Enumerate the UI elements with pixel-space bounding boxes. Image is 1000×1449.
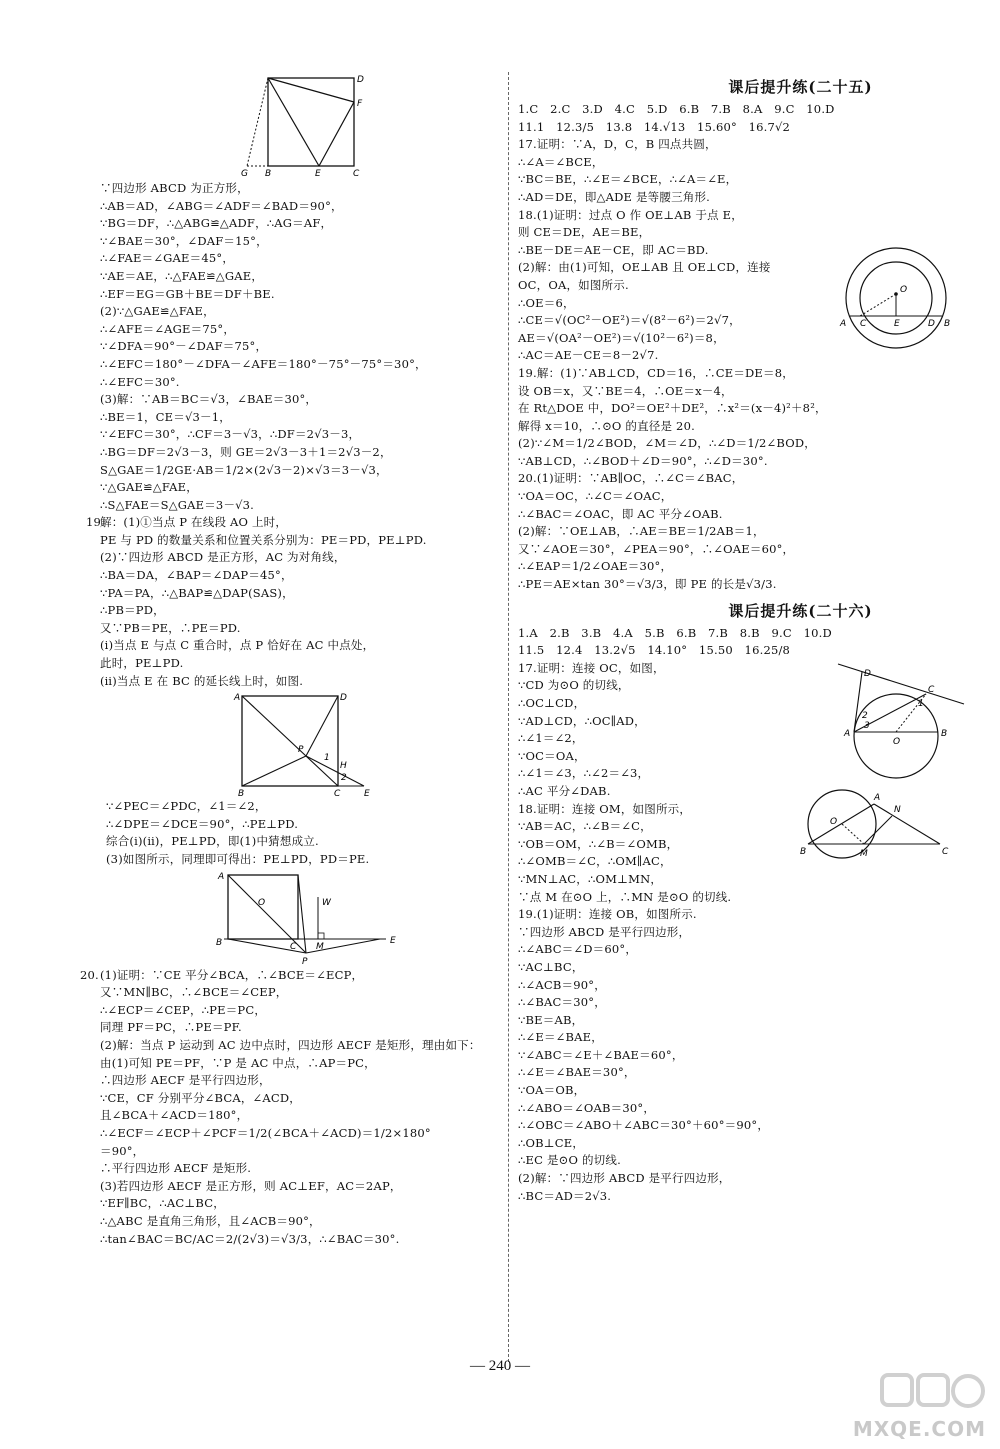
solutions-26-line: (2)解：∵四边形 ABCD 是平行四边形，	[518, 1171, 731, 1186]
solutions-25-line: 则 CE＝DE，AE＝BE，	[518, 225, 651, 240]
fig3-label-a: A	[218, 871, 225, 882]
answers-25-line: 11.1 12.3/5 13.8 14.√13 15.60° 16.7√2	[518, 119, 791, 134]
figure-circle-triangle	[800, 784, 950, 864]
q20-line: ∵EF∥BC，∴AC⊥BC，	[100, 1196, 225, 1211]
q20-line: ∴四边形 AECF 是平行四边形，	[100, 1073, 271, 1088]
fig3-label-e: E	[390, 935, 396, 946]
fig5-label-1: 1	[918, 698, 924, 709]
solutions-26-line: ∴∠BAC＝30°，	[518, 995, 606, 1010]
fig4-label-o: O	[900, 285, 908, 296]
solutions-26-line: ∴∠1＝∠3，∴∠2＝∠3，	[518, 766, 650, 781]
solutions-25-line: ∴PE＝AE×tan 30°＝√3/3，即 PE 的长是√3/3.	[518, 577, 777, 592]
fig1-label-c: C	[353, 169, 360, 179]
solutions-25-line: ∵BC＝BE，∴∠E＝∠BCE，∴∠A＝∠E，	[518, 172, 738, 187]
q20-line: ∵CE，CF 分别平分∠BCA，∠ACD，	[100, 1090, 302, 1105]
right-column	[518, 72, 973, 1205]
q20-line: ∴∠ECF＝∠ECP＋∠PCF＝1/2(∠BCA＋∠ACD)＝1/2×180°	[100, 1125, 431, 1140]
section-heading-26: 课后提升练(二十六)	[728, 601, 873, 620]
q18-line: ∵BG＝DF，∴△ABG≌△ADF，∴AG＝AF，	[100, 216, 333, 231]
solutions-26-line: ∵四边形 ABCD 是平行四边形，	[518, 924, 691, 939]
solutions-26-line: ∵OB＝OM，∴∠B＝∠OMB，	[518, 836, 679, 851]
fig2-label-p: P	[298, 745, 304, 756]
solutions-25-line: (2)解：由(1)可知，OE⊥AB 且 OE⊥CD，连接	[518, 260, 771, 275]
q18-line: (2)∵△GAE≌△FAE，	[100, 304, 215, 319]
fig5-label-2: 2	[862, 710, 868, 721]
q19-line: 又∵PB＝PE，∴PE＝PD.	[100, 620, 241, 635]
q19-cont-line: ∴∠DPE＝∠DCE＝90°，∴PE⊥PD.	[106, 816, 299, 831]
figure-square-aef	[235, 72, 365, 180]
q20-line: 且∠BCA＋∠ACD＝180°，	[100, 1108, 249, 1123]
q20-number: 20.	[80, 967, 99, 982]
q18-line: ∴∠AFE＝∠AGE＝75°，	[100, 321, 236, 336]
solutions-26-line: ∴∠ABC＝∠D＝60°，	[518, 942, 638, 957]
fig6-label-n: N	[894, 804, 901, 815]
fig5-label-c: C	[928, 684, 935, 695]
solution-block-18	[100, 180, 555, 514]
q19-line: (2)∵四边形 ABCD 是正方形，AC 为对角线，	[100, 550, 346, 565]
q19-cont-line: 综合(ⅰ)(ⅱ)，PE⊥PD，即(1)中猜想成立.	[106, 834, 319, 849]
solutions-25-line: OC，OA，如图所示.	[518, 277, 629, 292]
solutions-26-line: ∴∠OBC＝∠ABO＋∠ABC＝30°＋60°＝90°，	[518, 1118, 770, 1133]
solution-block-20	[100, 967, 481, 1249]
q18-line: ∴S△FAE＝S△GAE＝3－√3.	[100, 497, 255, 512]
solutions-25-line: 又∵∠AOE＝30°，∠PEA＝90°，∴∠OAE＝60°，	[518, 541, 795, 556]
solutions-26-line: ∵点 M 在⊙O 上，∴MN 是⊙O 的切线.	[518, 889, 732, 904]
q19-line: ∵PA＝PA，∴△BAP≌△DAP(SAS)，	[100, 585, 294, 600]
fig2-label-h: H	[340, 761, 347, 772]
fig6-label-b: B	[800, 846, 807, 857]
solutions-26-line: 17.证明：连接 OC，如图，	[518, 660, 665, 675]
fig2-label-a: A	[234, 693, 241, 704]
answer-list-25	[518, 101, 973, 136]
fig2-label-e: E	[364, 789, 370, 799]
figure-concentric-circles	[836, 246, 956, 356]
watermark-text: MXQE.COM	[852, 1417, 986, 1441]
q18-line: ∵∠DFA＝90°－∠DAF＝75°，	[100, 339, 268, 354]
q18-line: ∴∠FAE＝∠GAE＝45°，	[100, 251, 235, 266]
solutions-26-line: ∴∠OMB＝∠C，∴OM∥AC，	[518, 854, 672, 869]
q19-line: 此时，PE⊥PD.	[100, 656, 184, 671]
answers-26-line: 11.5 12.4 13.2√5 14.10° 15.50 16.25/8	[518, 643, 791, 658]
solutions-25-line: ∴∠A＝∠BCE，	[518, 154, 604, 169]
solutions-25-line: ∵AB⊥CD，∴∠BOD＋∠D＝90°，∴∠D＝30°.	[518, 453, 768, 468]
figure-circle-tangent	[836, 660, 966, 784]
solutions-25-line: 17.证明：∵A，D，C，B 四点共圆，	[518, 137, 717, 152]
solutions-25-line: ∴OE＝6，	[518, 295, 575, 310]
q18-line: ∴AB＝AD，∠ABG＝∠ADF＝∠BAD＝90°，	[100, 198, 343, 213]
left-column	[80, 72, 555, 1248]
fig5-label-d: D	[864, 668, 871, 679]
solutions-26-line: ∵OC＝OA，	[518, 748, 586, 763]
q18-line: ∴BG＝DF＝2√3－3，则 GE＝2√3－3＋1＝2√3－2，	[100, 444, 392, 459]
solutions-26-line: ∵AC⊥BC，	[518, 959, 584, 974]
q18-line: ∴EF＝EG＝GB＋BE＝DF＋BE.	[100, 286, 275, 301]
solution-block-26	[518, 660, 973, 1205]
fig4-label-b: B	[944, 319, 951, 330]
q20-line: (3)若四边形 AECF 是正方形，则 AC⊥EF，AC＝2AP，	[100, 1178, 402, 1193]
q19-line: PE 与 PD 的数量关系和位置关系分别为：PE＝PD，PE⊥PD.	[100, 532, 427, 547]
solutions-25-line: ∴AD＝DE，即△ADE 是等腰三角形.	[518, 189, 711, 204]
fig5-label-a: A	[844, 728, 851, 739]
solution-block-25	[518, 136, 973, 593]
q18-line: ∴BE＝1，CE＝√3－1，	[100, 409, 231, 424]
answer-list-26	[518, 625, 973, 660]
solution-block-19	[100, 514, 427, 690]
fig2-label-c: C	[334, 789, 341, 799]
fig4-label-e: E	[894, 319, 900, 330]
q18-line: ∴∠EFC＝180°－∠DFA－∠AFE＝180°－75°－75°＝30°，	[100, 356, 427, 371]
q20-line: ∴平行四边形 AECF 是矩形.	[100, 1161, 252, 1176]
solutions-25-line: 在 Rt△DOE 中，DO²＝OE²＋DE²，∴x²＝(x－4)²＋8²，	[518, 401, 827, 416]
q19-cont-line: ∵∠PEC＝∠PDC，∠1＝∠2，	[106, 799, 267, 814]
q20-line: ∴∠ECP＝∠CEP，∴PE＝PC，	[100, 1002, 267, 1017]
solutions-26-line: 19.(1)证明：连接 OB，如图所示.	[518, 907, 697, 922]
fig5-label-b: B	[941, 728, 948, 739]
q19-cont-line: (3)如图所示，同理即可得出：PE⊥PD，PD＝PE.	[106, 852, 370, 866]
solutions-25-line: ∴∠EAP＝1/2∠OAE＝30°，	[518, 559, 673, 574]
solutions-26-line: ∴∠ACB＝90°，	[518, 977, 606, 992]
q19-line: (ⅱ)当点 E 在 BC 的延长线上时，如图.	[100, 673, 304, 688]
fig6-label-c: C	[942, 846, 949, 857]
page-number: — 240 —	[470, 1358, 530, 1374]
q20-line: 又∵MN∥BC，∴∠BCE＝∠CEP，	[100, 985, 288, 1000]
fig1-label-e: E	[315, 169, 321, 179]
solutions-25-line: 19.解：(1)∵AB⊥CD，CD＝16，∴CE＝DE＝8，	[518, 365, 794, 380]
q18-line: ∵四边形 ABCD 为正方形，	[100, 181, 249, 195]
solutions-26-line: ∴∠ABO＝∠OAB＝30°，	[518, 1100, 656, 1115]
solutions-26-line: ∵BE＝AB，	[518, 1012, 584, 1027]
solutions-26-line: ∵AB＝AC，∴∠B＝∠C，	[518, 819, 652, 834]
fig1-label-g: G	[241, 169, 248, 179]
solutions-25-line: 20.(1)证明：∵AB∥OC，∴∠C＝∠BAC，	[518, 471, 744, 486]
fig1-label-f: F	[357, 99, 363, 109]
solutions-26-line: ∴∠1＝∠2，	[518, 731, 584, 746]
q18-line: ∴∠EFC＝30°.	[100, 374, 180, 389]
column-divider	[508, 72, 509, 1362]
answers-25-line: 1.C 2.C 3.D 4.C 5.D 6.B 7.B 8.A 9.C 10.D	[518, 102, 835, 116]
q19-number: 19.	[86, 515, 105, 530]
q20-wrapper	[80, 967, 555, 1249]
q20-line: 由(1)可知 PE＝PF，∵P 是 AC 中点，∴AP＝PC，	[100, 1055, 376, 1070]
solutions-26-line: ∵MN⊥AC，∴OM⊥MN，	[518, 871, 663, 886]
solution-block-19-cont	[100, 798, 555, 868]
fig2-label-d: D	[340, 693, 347, 704]
q20-line: ＝90°，	[100, 1143, 145, 1158]
q18-line: S△GAE＝1/2GE·AB＝1/2×(2√3－2)×√3＝3－√3，	[100, 462, 388, 477]
q18-line: ∵∠BAE＝30°，∠DAF＝15°，	[100, 233, 268, 248]
fig3-label-c: C	[290, 941, 297, 952]
figure-square-extended	[210, 869, 410, 967]
fig6-label-a: A	[874, 792, 881, 803]
solutions-25-line: (2)∵∠M＝1/2∠BOD，∠M＝∠D，∴∠D＝1/2∠BOD，	[518, 436, 816, 451]
q19-line: 解：(1)①当点 P 在线段 AO 上时，	[100, 515, 288, 530]
fig6-label-o: O	[830, 816, 838, 827]
fig5-label-3: 3	[864, 720, 870, 731]
solutions-26-line: 18.证明：连接 OM，如图所示，	[518, 801, 692, 816]
fig2-label-1: 1	[324, 753, 330, 764]
fig5-label-o: O	[893, 736, 901, 747]
solutions-26-line: ∴∠E＝∠BAE，	[518, 1030, 603, 1045]
solutions-26-line: ∵CD 为⊙O 的切线，	[518, 678, 630, 693]
fig3-label-p: P	[302, 956, 308, 967]
q20-line: 同理 PF＝PC，∴PE＝PF.	[100, 1020, 242, 1035]
solutions-25-line: ∴AC＝AE－CE＝8－2√7.	[518, 348, 659, 363]
fig1-label-d: D	[357, 75, 364, 85]
solutions-25-line: 解得 x＝10，∴⊙O 的直径是 20.	[518, 418, 695, 433]
fig4-label-d: D	[928, 319, 935, 330]
q18-line: ∵AE＝AE，∴△FAE≌△GAE，	[100, 268, 264, 283]
fig6-label-m: M	[860, 848, 868, 859]
q20-line: ∴tan∠BAC＝BC/AC＝2/(2√3)＝√3/3，∴∠BAC＝30°.	[100, 1231, 400, 1246]
fig2-label-2: 2	[341, 773, 347, 784]
solutions-25-line: ∴BE－DE＝AE－CE，即 AC＝BD.	[518, 242, 709, 257]
solutions-25-line: (2)解：∵OE⊥AB，∴AE＝BE＝1/2AB＝1，	[518, 524, 765, 539]
q20-line: ∴△ABC 是直角三角形，且∠ACB＝90°，	[100, 1213, 321, 1228]
section-heading-25: 课后提升练(二十五)	[728, 78, 873, 96]
solutions-26-line: ∴EC 是⊙O 的切线.	[518, 1153, 621, 1168]
solutions-25-line: 设 OB＝x，又∵BE＝4，∴OE＝x－4，	[518, 383, 733, 398]
solutions-26-line: ∵OA＝OB，	[518, 1083, 586, 1098]
fig2-label-b: B	[238, 789, 245, 799]
q19-wrapper	[86, 514, 555, 690]
solutions-26-line: ∵∠ABC＝∠E＋∠BAE＝60°，	[518, 1047, 684, 1062]
fig4-label-a: A	[840, 319, 847, 330]
fig3-label-b: B	[216, 937, 223, 948]
solutions-25-line: ∴∠BAC＝∠OAC，即 AC 平分∠OAB.	[518, 506, 723, 521]
figure-square-pdce	[230, 690, 380, 798]
solutions-26-line: ∴OB⊥CE，	[518, 1135, 585, 1150]
solutions-26-line: ∴BC＝AD＝2√3.	[518, 1188, 612, 1203]
q20-line: (2)解：当点 P 运动到 AC 边中点时，四边形 AECF 是矩形，理由如下：	[100, 1037, 481, 1052]
fig3-label-m: M	[316, 941, 324, 952]
solutions-26-line: ∴OC⊥CD，	[518, 696, 586, 710]
q18-line: ∵∠EFC＝30°，∴CF＝3－√3，∴DF＝2√3－3，	[100, 427, 361, 442]
solutions-26-line: ∵AD⊥CD，∴OC∥AD，	[518, 713, 646, 728]
q19-line: ∴PB＝PD，	[100, 603, 165, 618]
q18-line: (3)解：∵AB＝BC＝√3，∠BAE＝30°，	[100, 392, 318, 407]
solutions-25-line: 18.(1)证明：过点 O 作 OE⊥AB 于点 E，	[518, 207, 743, 222]
solutions-26-line: ∴AC 平分∠DAB.	[518, 783, 611, 798]
answers-26-line: 1.A 2.B 3.B 4.A 5.B 6.B 7.B 8.B 9.C 10.D	[518, 625, 832, 640]
q18-line: ∵△GAE≌△FAE，	[100, 480, 198, 495]
fig1-label-b: B	[265, 169, 272, 179]
solutions-25-line: AE＝√(OA²－OE²)＝√(10²－6²)＝8，	[518, 330, 725, 345]
solutions-25-line: ∴CE＝√(OC²－OE²)＝√(8²－6²)＝2√7，	[518, 313, 741, 328]
solutions-26-line: ∴∠E＝∠BAE＝30°，	[518, 1065, 636, 1080]
solutions-25-line: ∵OA＝OC，∴∠C＝∠OAC，	[518, 489, 673, 504]
fig4-label-c: C	[860, 319, 867, 330]
q20-line: (1)证明：∵CE 平分∠BCA，∴∠BCE＝∠ECP，	[100, 967, 364, 982]
q19-line: ∴BA＝DA，∠BAP＝∠DAP＝45°，	[100, 568, 293, 583]
q19-line: (ⅰ)当点 E 与点 C 重合时，点 P 恰好在 AC 中点处，	[100, 638, 375, 653]
fig3-label-o: O	[258, 897, 266, 908]
fig3-label-w: W	[322, 897, 331, 908]
